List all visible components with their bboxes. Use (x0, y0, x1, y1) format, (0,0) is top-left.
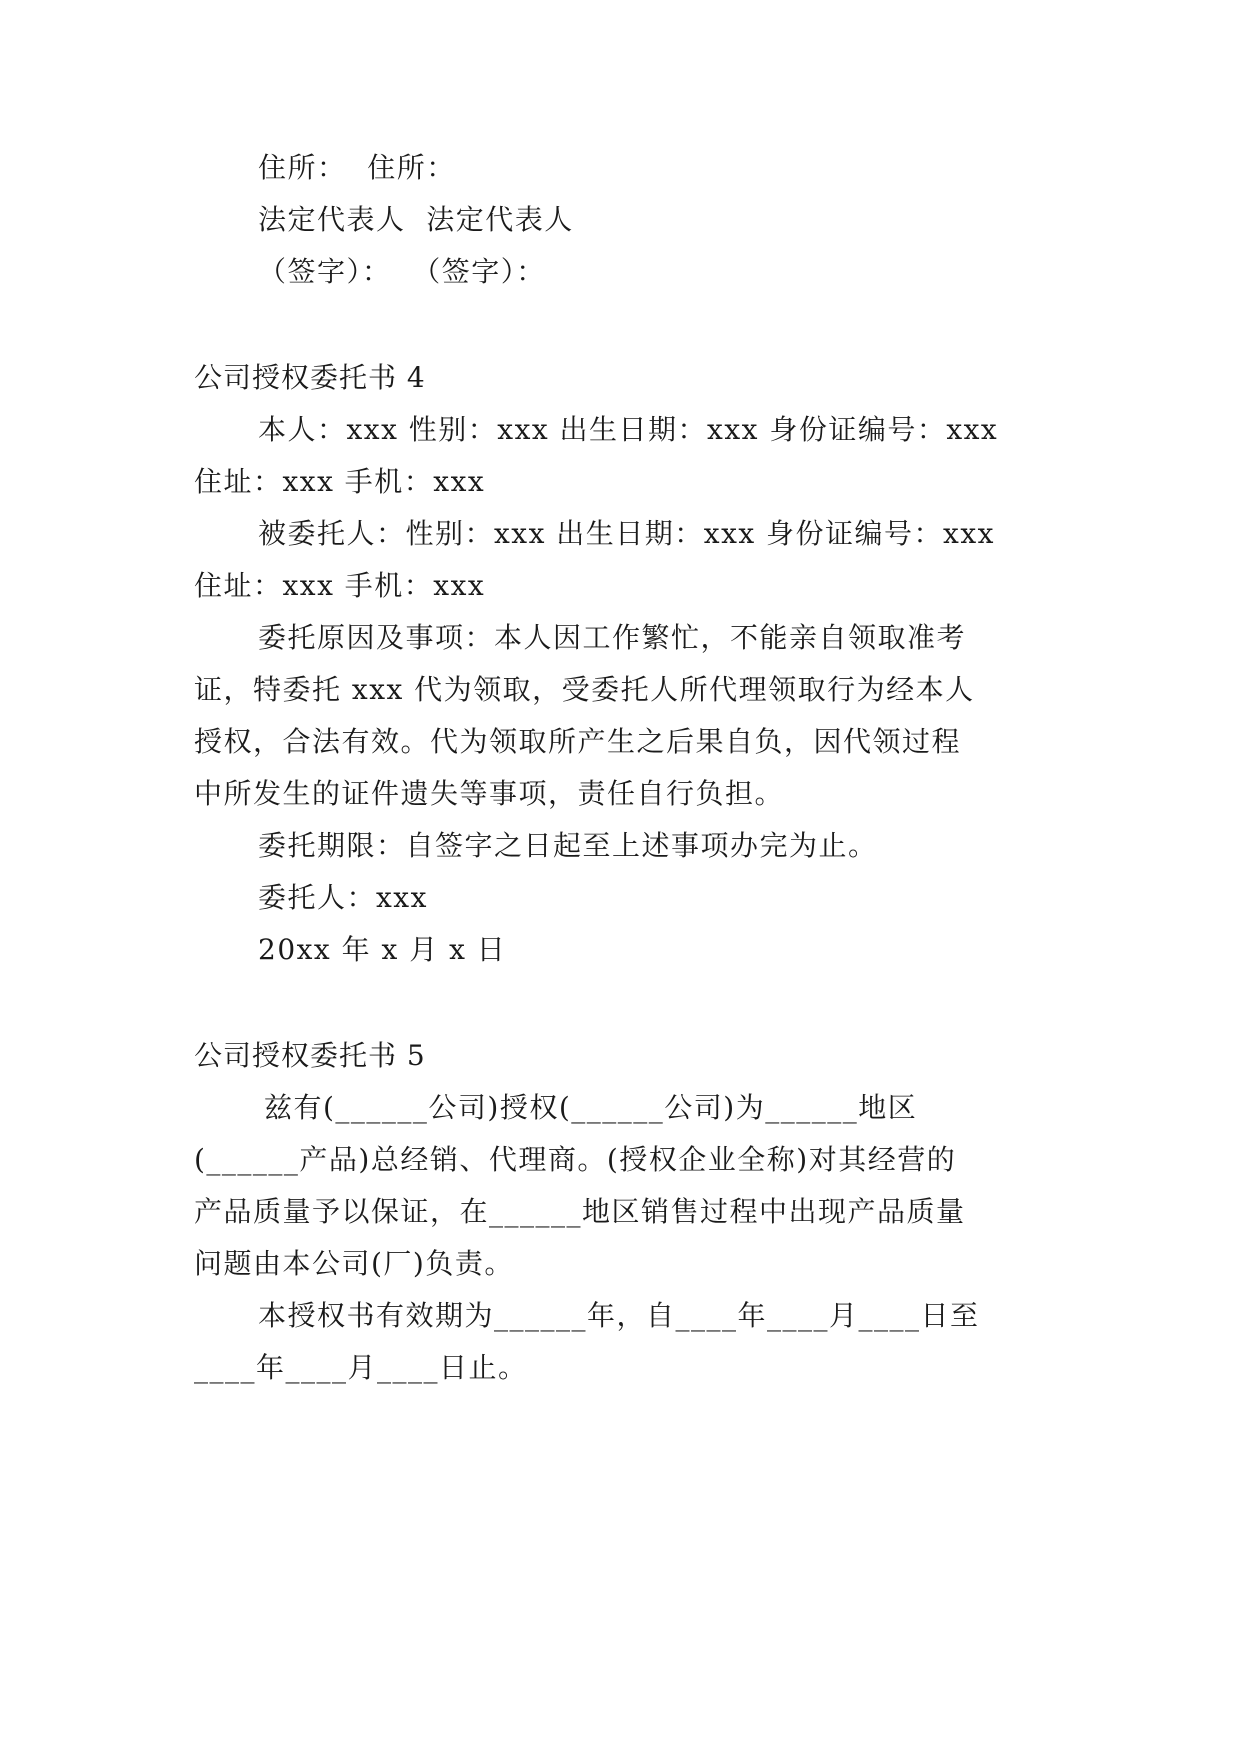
principal-line: 委托人：xxx (258, 881, 428, 914)
paragraph-line: 住址：xxx 手机：xxx (194, 569, 486, 602)
paragraph-line: 中所发生的证件遗失等事项，责任自行负担。 (194, 777, 785, 810)
legal-representative-line: 法定代表人 法定代表人 (258, 203, 574, 236)
paragraph-line: 本人：xxx 性别：xxx 出生日期：xxx 身份证编号：xxx (258, 413, 999, 446)
paragraph-line: 本授权书有效期为______年，自____年____月____日至 (258, 1299, 980, 1332)
paragraph-line: ____年____月____日止。 (194, 1351, 528, 1384)
paragraph-line: 被委托人：性别：xxx 出生日期：xxx 身份证编号：xxx (258, 517, 995, 550)
section-title: 公司授权委托书 4 (194, 361, 426, 394)
paragraph-line: 证，特委托 xxx 代为领取，受委托人所代理领取行为经本人 (194, 673, 975, 706)
paragraph-line: (______产品)总经销、代理商。(授权企业全称)对其经营的 (194, 1143, 957, 1176)
paragraph-line: 住址：xxx 手机：xxx (194, 465, 486, 498)
paragraph-line: 授权，合法有效。代为领取所产生之后果自负，因代领过程 (194, 725, 962, 758)
signature-line: （签字）： （签字）： (258, 255, 546, 288)
paragraph-line: 委托期限：自签字之日起至上述事项办完为止。 (258, 829, 878, 862)
paragraph-line: 委托原因及事项：本人因工作繁忙，不能亲自领取准考 (258, 621, 967, 654)
section-title: 公司授权委托书 5 (194, 1039, 426, 1072)
address-line: 住所： 住所： (258, 151, 456, 184)
paragraph-line: 兹有(______公司)授权(______公司)为______地区 (264, 1091, 918, 1124)
paragraph-line: 问题由本公司(厂)负责。 (194, 1247, 514, 1280)
paragraph-line: 产品质量予以保证，在______地区销售过程中出现产品质量 (194, 1195, 966, 1228)
date-line: 20xx 年 x 月 x 日 (258, 933, 507, 966)
